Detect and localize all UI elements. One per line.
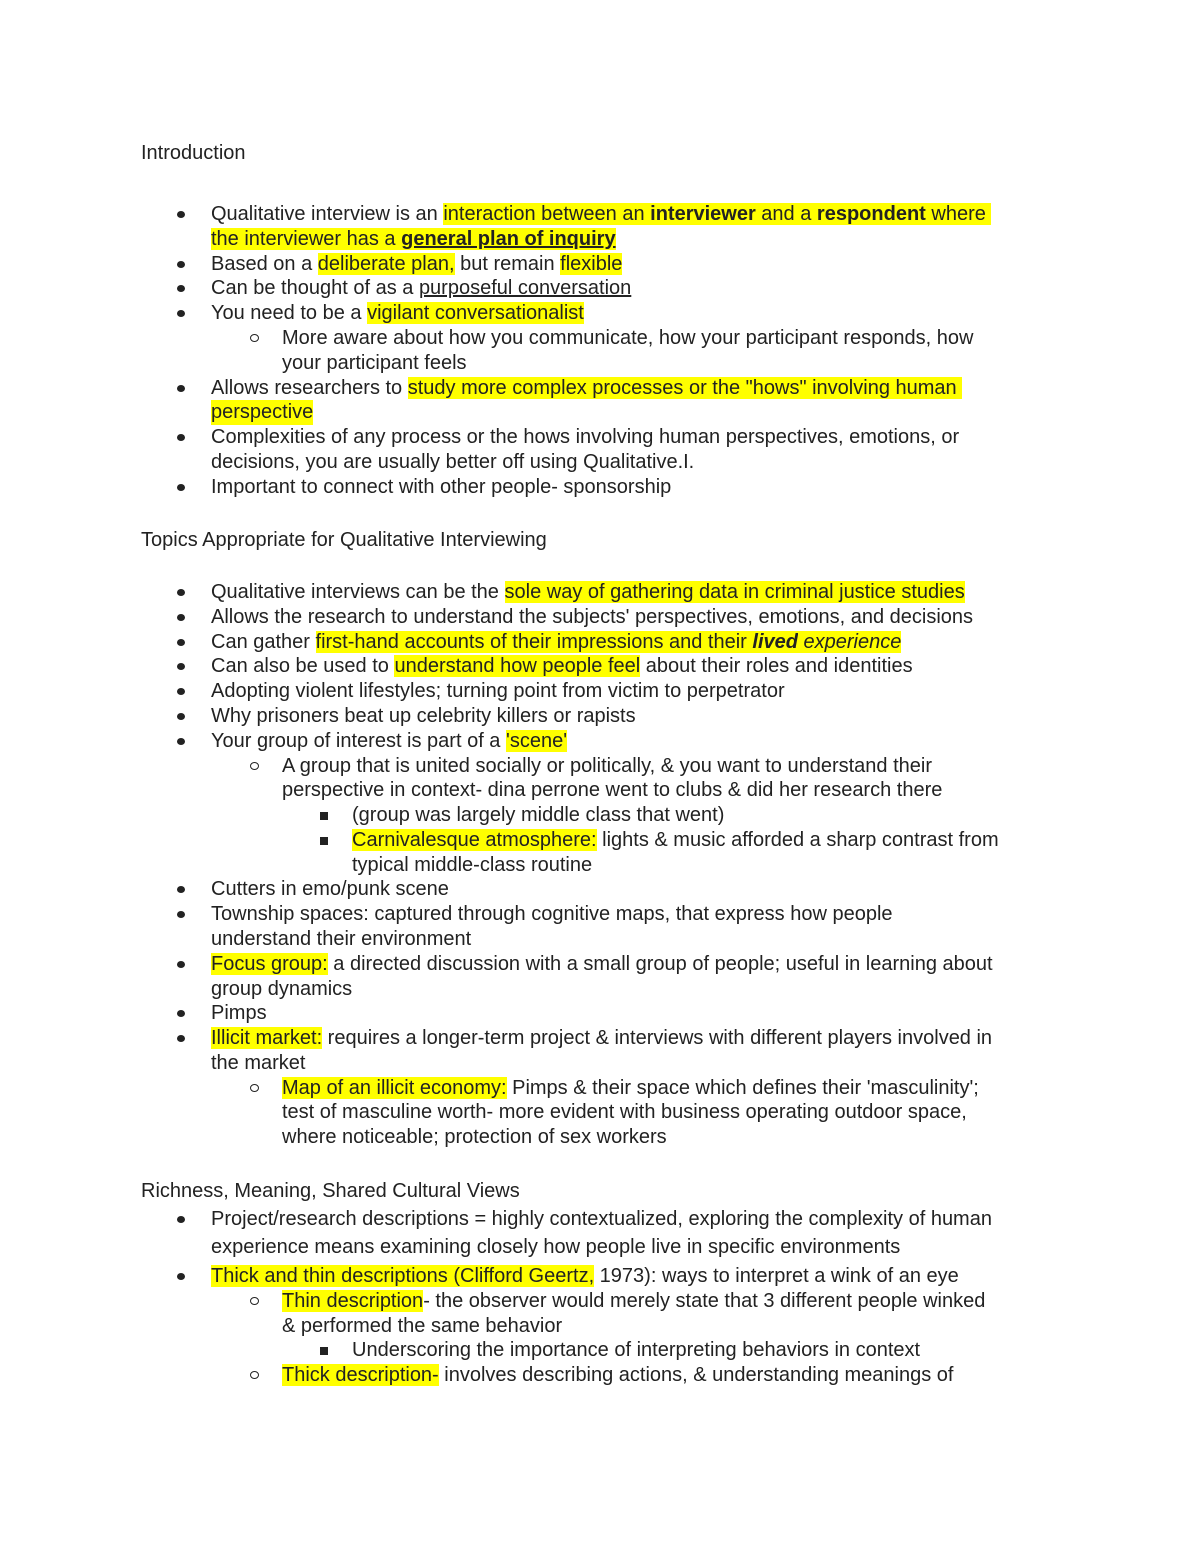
bullet-dot-icon <box>177 663 185 670</box>
bullet-dot-icon <box>177 614 185 621</box>
bullet-dot-icon <box>177 713 185 720</box>
bullet-dot-icon <box>177 1216 185 1223</box>
bullet-square-icon <box>320 1347 328 1355</box>
bullet-square-icon <box>320 837 328 845</box>
section-heading-topics: Topics Appropriate for Qualitative Interviewing <box>141 529 547 551</box>
section-heading-richness: Richness, Meaning, Shared Cultural Views <box>141 1180 520 1202</box>
bullet-square-icon <box>320 812 328 820</box>
section-heading-introduction: Introduction <box>141 142 246 164</box>
bullet-circle-icon <box>250 1371 259 1379</box>
bullet-circle-icon <box>250 1297 259 1305</box>
bullet-dot-icon <box>177 310 185 317</box>
bullet-circle-icon <box>250 762 259 770</box>
bullet-dot-icon <box>177 211 185 218</box>
bullet-dot-icon <box>177 261 185 268</box>
bullet-dot-icon <box>177 639 185 646</box>
bullet-circle-icon <box>250 334 259 342</box>
bullet-dot-icon <box>177 285 185 292</box>
bullet-dot-icon <box>177 484 185 491</box>
bullet-dot-icon <box>177 1010 185 1017</box>
bullet-dot-icon <box>177 961 185 968</box>
bullet-dot-icon <box>177 911 185 918</box>
bullet-dot-icon <box>177 1273 185 1280</box>
bullet-dot-icon <box>177 738 185 745</box>
bullet-circle-icon <box>250 1084 259 1092</box>
bullet-dot-icon <box>177 886 185 893</box>
bullet-dot-icon <box>177 589 185 596</box>
bullet-dot-icon <box>177 688 185 695</box>
bullet-dot-icon <box>177 434 185 441</box>
bullet-dot-icon <box>177 385 185 392</box>
bullet-dot-icon <box>177 1035 185 1042</box>
document-page: Introduction Qualitative interview is an interaction between an interviewer and a respondent where the interviewer has a general plan of inquiry Based on a deliberate plan, but remain flexible Can be thought of as a purposeful conversation You need to be a vigilant conversationalist More aware about how you communicate, how your participant responds, how your participant feels Allows researchers to study more complex processes or the "hows" involving human perspective Complexities of any process or the hows involving human perspectives, emotions, or decisions, you are usually better off using Qualitative.I. Important to connect with other people- sponsorship Topics Appropriate for Qualitative Interviewing Qualitative interviews can be the sole way of gathering data in criminal justice studies Allows the research to understand the subjects' perspectives, emotions, and decisions Can gather first-hand accounts of their impressions and their lived experience Can also be used to understand how people feel about their roles and identities Adopting violent lifestyles; turning point from victim to perpetrator Why prisoners beat up celebrity killers or rapists Your group of interest is part of a 'scene' A group that is united socially or politically, & you want to understand their perspective in context- dina perrone went to clubs & did her research there (group was largely middle class that went) Carnivalesque atmosphere: lights & music afforded a sharp contrast from typical middle-class routine Cutters in emo/punk scene Township spaces: captured through cognitive maps, that express how people understand their environment Focus group: a directed discussion with a small group of people; useful in learning about group dynamics Pimps Illicit market: requires a longer-term project & interviews with different players involved in the market Map of an illicit economy: Pimps & their space which defines their 'masculinity'; test of masculine worth- more evident with business operating outdoor space, where noticeable; protection of sex workers Richness, Meaning, Shared Cultural Views Project/research descriptions = highly contextualized, exploring the complexity of human experience means examining closely how people live in specific environments Thick and thin descriptions (Clifford Geertz, 1973): ways to interpret a wink of an eye Thin description- the observer would merely state that 3 different people winked & performed the same behavior Underscoring the importance of interpreting behaviors in context Thick description- involves describing actions, & understanding meanings of <box>141 142 999 1386</box>
